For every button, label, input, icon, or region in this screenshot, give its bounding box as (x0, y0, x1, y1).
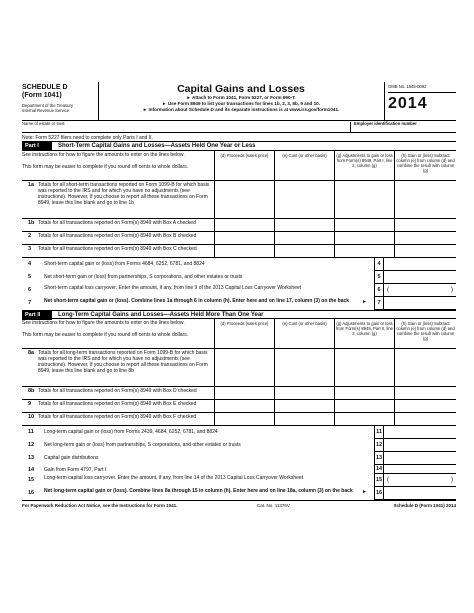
amount-field[interactable] (384, 271, 456, 284)
amount-field[interactable] (384, 297, 456, 310)
table-row (22, 245, 456, 258)
line-number: 5 (28, 274, 32, 280)
line-box-number: 11 (374, 426, 384, 439)
adjustments-cell[interactable] (334, 413, 394, 425)
amount-field[interactable] (384, 439, 456, 452)
estate-name-field[interactable]: Name of estate or trust (22, 121, 65, 126)
part1-col-e: (e) Cost (or other basis) (274, 151, 334, 181)
schedule-label: SCHEDULE D (22, 84, 68, 91)
adjustments-cell[interactable] (334, 349, 394, 386)
form-ref: (Form 1041) (22, 92, 62, 99)
line-text: Totals for all transactions reported on Form(s) 8949 with Box B checked (38, 233, 197, 239)
line-text: Totals for all transactions reported on Form(s) 8949 with Box E checked (38, 401, 197, 407)
gain-loss-cell[interactable] (394, 245, 456, 257)
proceeds-cell[interactable] (214, 400, 274, 412)
line-number: 8a (28, 350, 35, 356)
form-id-block (22, 82, 99, 121)
part1-col-h: (h) Gain or (loss) Subtract column (e) from column (d) and combine the result with column (g) (394, 151, 456, 181)
form-footer (22, 500, 456, 510)
proceeds-cell[interactable] (214, 219, 274, 231)
part1-description: See instructions for how to figure the amounts to enter on the lines below. This form may be easier to complete if you round off cents to whole dollars. (22, 152, 189, 170)
line-text: Totals for all transactions reported on Form(s) 8949 with Box A checked (38, 220, 196, 226)
table-row (22, 181, 456, 219)
line-text: Net long-term gain or (loss) from partnerships, S corporations, and other estates or trusts (44, 442, 241, 448)
adjustments-cell[interactable] (334, 181, 394, 218)
line-number: 11 (28, 429, 34, 435)
arrow-icon: ► (362, 489, 367, 495)
line-number: 16 (28, 490, 35, 496)
line-text: Gain from Form 4797, Part I (44, 467, 107, 473)
part1-header (22, 142, 456, 151)
line-number: 1a (28, 182, 35, 188)
open-paren: ( (387, 477, 389, 483)
tax-year: 2014 (388, 94, 428, 112)
summary-line (22, 297, 456, 310)
proceeds-cell[interactable] (214, 181, 274, 218)
attach-instruction: ► Attach to Form 1041, Form 5227, or Form 990-T. (186, 95, 296, 101)
adjustments-cell[interactable] (334, 245, 394, 257)
gain-loss-cell[interactable] (394, 400, 456, 412)
proceeds-cell[interactable] (214, 413, 274, 425)
line-text: Net short-term gain or (loss) from partnerships, S corporations, and other estates or trusts (44, 274, 243, 280)
amount-field[interactable] (384, 426, 456, 439)
line-number: 15 (28, 477, 35, 483)
info-instruction: ► Information about Schedule D and its separate instructions is at www.irs.gov/form1041. (142, 107, 340, 113)
line-box-number: 5 (374, 271, 384, 284)
open-paren: ( (387, 287, 389, 293)
line-text: Totals for all short-term transactions reported on Form 1099-B for which basis was reported to the IRS and for which you have no adjustments (see instructions). However, if you choose to report all these transactions on Form 8949, leave this line blank and go to line 1b (38, 182, 210, 206)
part2-col-h: (h) Gain or (loss) Subtract column (e) from column (d) and combine the result with column (g) (394, 319, 456, 349)
summary-line (22, 474, 456, 487)
proceeds-cell[interactable] (214, 245, 274, 257)
line-number: 6 (28, 287, 32, 293)
line-number: 9 (28, 401, 32, 407)
line-text: Totals for all long-term transactions reported on Form 1099-B for which basis was reported to the IRS and for which you have no adjustments (see instructions). However, if you choose to report all these transactions on Form 8949, leave this line blank and go to line 8b (38, 350, 208, 374)
line-text: Totals for all transactions reported on Form(s) 8949 with Box F checked (38, 414, 197, 420)
part2-header (22, 310, 456, 319)
form-header (22, 82, 456, 121)
line-number: 2 (28, 233, 32, 239)
part2-col-g: (g) Adjustments to gain or loss from Form(s) 8949, Part II, line 2, column (g) (334, 319, 394, 349)
irs-label: Internal Revenue Service (22, 108, 70, 113)
line-box-number: 15 (374, 474, 384, 487)
ein-field[interactable]: Employer identification number (350, 122, 417, 133)
summary-line (22, 258, 456, 271)
line-number: 13 (28, 455, 35, 461)
cost-cell[interactable] (274, 400, 334, 412)
catalog-number: Cat. No. 11376V (257, 503, 290, 508)
line-text: Short-term capital gain or (loss) from Forms 4684, 6252, 6781, and 8824 (44, 261, 205, 267)
line-number: 3 (28, 246, 32, 252)
cost-cell[interactable] (274, 219, 334, 231)
line-number: 12 (28, 442, 35, 448)
table-row (22, 349, 456, 387)
amount-field[interactable] (384, 284, 456, 297)
gain-loss-cell[interactable] (394, 349, 456, 386)
table-row (22, 232, 456, 245)
name-bar (22, 121, 456, 133)
cost-cell[interactable] (274, 387, 334, 399)
omb-block (384, 82, 456, 121)
cost-cell[interactable] (274, 181, 334, 218)
amount-field[interactable] (384, 258, 456, 271)
line-box-number: 6 (374, 284, 384, 297)
line-box-number: 7 (374, 297, 384, 310)
close-paren: ) (451, 287, 453, 293)
part2-col-d: (d) Proceeds (sales price) (214, 319, 274, 349)
line-number: 1b (28, 220, 35, 226)
line-box-number: 13 (374, 452, 384, 465)
amount-field[interactable] (384, 487, 456, 500)
summary-line (22, 452, 456, 465)
amount-field[interactable] (384, 452, 456, 465)
cost-cell[interactable] (274, 232, 334, 244)
line-text: Totals for all transactions reported on Form(s) 8949 with Box C checked (38, 246, 197, 252)
summary-line (22, 271, 456, 284)
part2-column-header (22, 319, 456, 349)
line-number: 4 (28, 261, 32, 267)
summary-line (22, 487, 456, 500)
gain-loss-cell[interactable] (394, 219, 456, 231)
summary-line (22, 426, 456, 439)
omb-number: OMB No. 1545-0092 (388, 85, 456, 93)
part1-column-header (22, 151, 456, 181)
part1-badge: Part I (22, 142, 52, 151)
summary-line (22, 439, 456, 452)
line-box-number: 14 (375, 466, 383, 472)
line-number: 7 (28, 300, 32, 306)
part2-title: Long-Term Capital Gains and Losses—Assets Held More Than One Year (58, 312, 264, 318)
gain-loss-cell[interactable] (394, 181, 456, 218)
proceeds-cell[interactable] (214, 232, 274, 244)
arrow-icon: ► (362, 299, 367, 305)
line-text: Capital gain distributions (44, 455, 99, 461)
line-number: 14 (28, 467, 35, 473)
line-text: Short-term capital loss carryover. Enter the amount, if any, from line 9 of the 2013 Capital Loss Carryover Worksheet (44, 285, 302, 291)
line-text: Long-term capital gain or (loss) from Forms 2439, 4684, 6252, 6781, and 8824 (44, 429, 218, 435)
cost-cell[interactable] (274, 413, 334, 425)
table-row (22, 219, 456, 232)
part1-col-d: (d) Proceeds (sales price) (214, 151, 274, 181)
paperwork-notice: For Paperwork Reduction Act Notice, see the Instructions for Form 1041. (22, 503, 178, 508)
footer-schedule-label: Schedule D (Form 1041) 2014 (393, 503, 456, 508)
form-title: Capital Gains and Losses (177, 83, 305, 95)
proceeds-cell[interactable] (214, 387, 274, 399)
gain-loss-cell[interactable] (394, 232, 456, 244)
cost-cell[interactable] (274, 349, 334, 386)
adjustments-cell[interactable] (334, 232, 394, 244)
gain-loss-cell[interactable] (394, 387, 456, 399)
line-box-number: 16 (374, 487, 384, 500)
adjustments-cell[interactable] (334, 400, 394, 412)
line-number: 10 (28, 414, 35, 420)
adjustments-cell[interactable] (334, 387, 394, 399)
form-note: Note: Form 5227 filers need to complete only Parts I and II. (22, 133, 456, 142)
line-text: Totals for all transactions reported on Form(s) 8949 with Box D checked (38, 388, 197, 394)
part2-badge: Part II (22, 311, 52, 320)
proceeds-cell[interactable] (214, 349, 274, 386)
table-row (22, 413, 456, 426)
amount-field[interactable] (384, 474, 456, 487)
cost-cell[interactable] (274, 245, 334, 257)
part2-description: See instructions for how to figure the amounts to enter on the lines below. This form may be easier to complete if you round off cents to whole dollars. (22, 320, 189, 338)
line-number: 8b (28, 388, 35, 394)
summary-line (22, 284, 456, 297)
amount-field[interactable] (384, 465, 456, 474)
line-box-number: 4 (374, 258, 384, 271)
schedule-d-form (22, 82, 456, 532)
table-row (22, 400, 456, 413)
line-text: Net short-term capital gain or (loss). Combine lines 1a through 6 in column (h). Enter here and on line 17, column (3) on the back (44, 298, 350, 304)
title-block (102, 82, 380, 121)
gain-loss-cell[interactable] (394, 413, 456, 425)
close-paren: ) (451, 477, 453, 483)
part1-col-g: (g) Adjustments to gain or loss from Form(s) 8949, Part I, line 2, column (g) (334, 151, 394, 181)
line-text: Long-term capital loss carryover. Enter the amount, if any, from line 14 of the 2013 Capital Loss Carryover Worksheet (44, 475, 304, 481)
summary-line (22, 465, 456, 474)
part1-title: Short-Term Capital Gains and Losses—Assets Held One Year or Less (58, 143, 256, 149)
part2-col-e: (e) Cost (or other basis) (274, 319, 334, 349)
table-row (22, 387, 456, 400)
department-label: Department of the Treasury (22, 103, 73, 108)
use-8949-instruction: ► Use Form 8949 to list your transactions for lines 1b, 2, 3, 8b, 9 and 10. (162, 101, 320, 107)
line-text: Net long-term capital gain or (loss). Combine lines 8a through 15 in column (h). Enter here and on line 18a, column (3) on the back (44, 488, 353, 494)
line-box-number: 12 (374, 439, 384, 452)
adjustments-cell[interactable] (334, 219, 394, 231)
